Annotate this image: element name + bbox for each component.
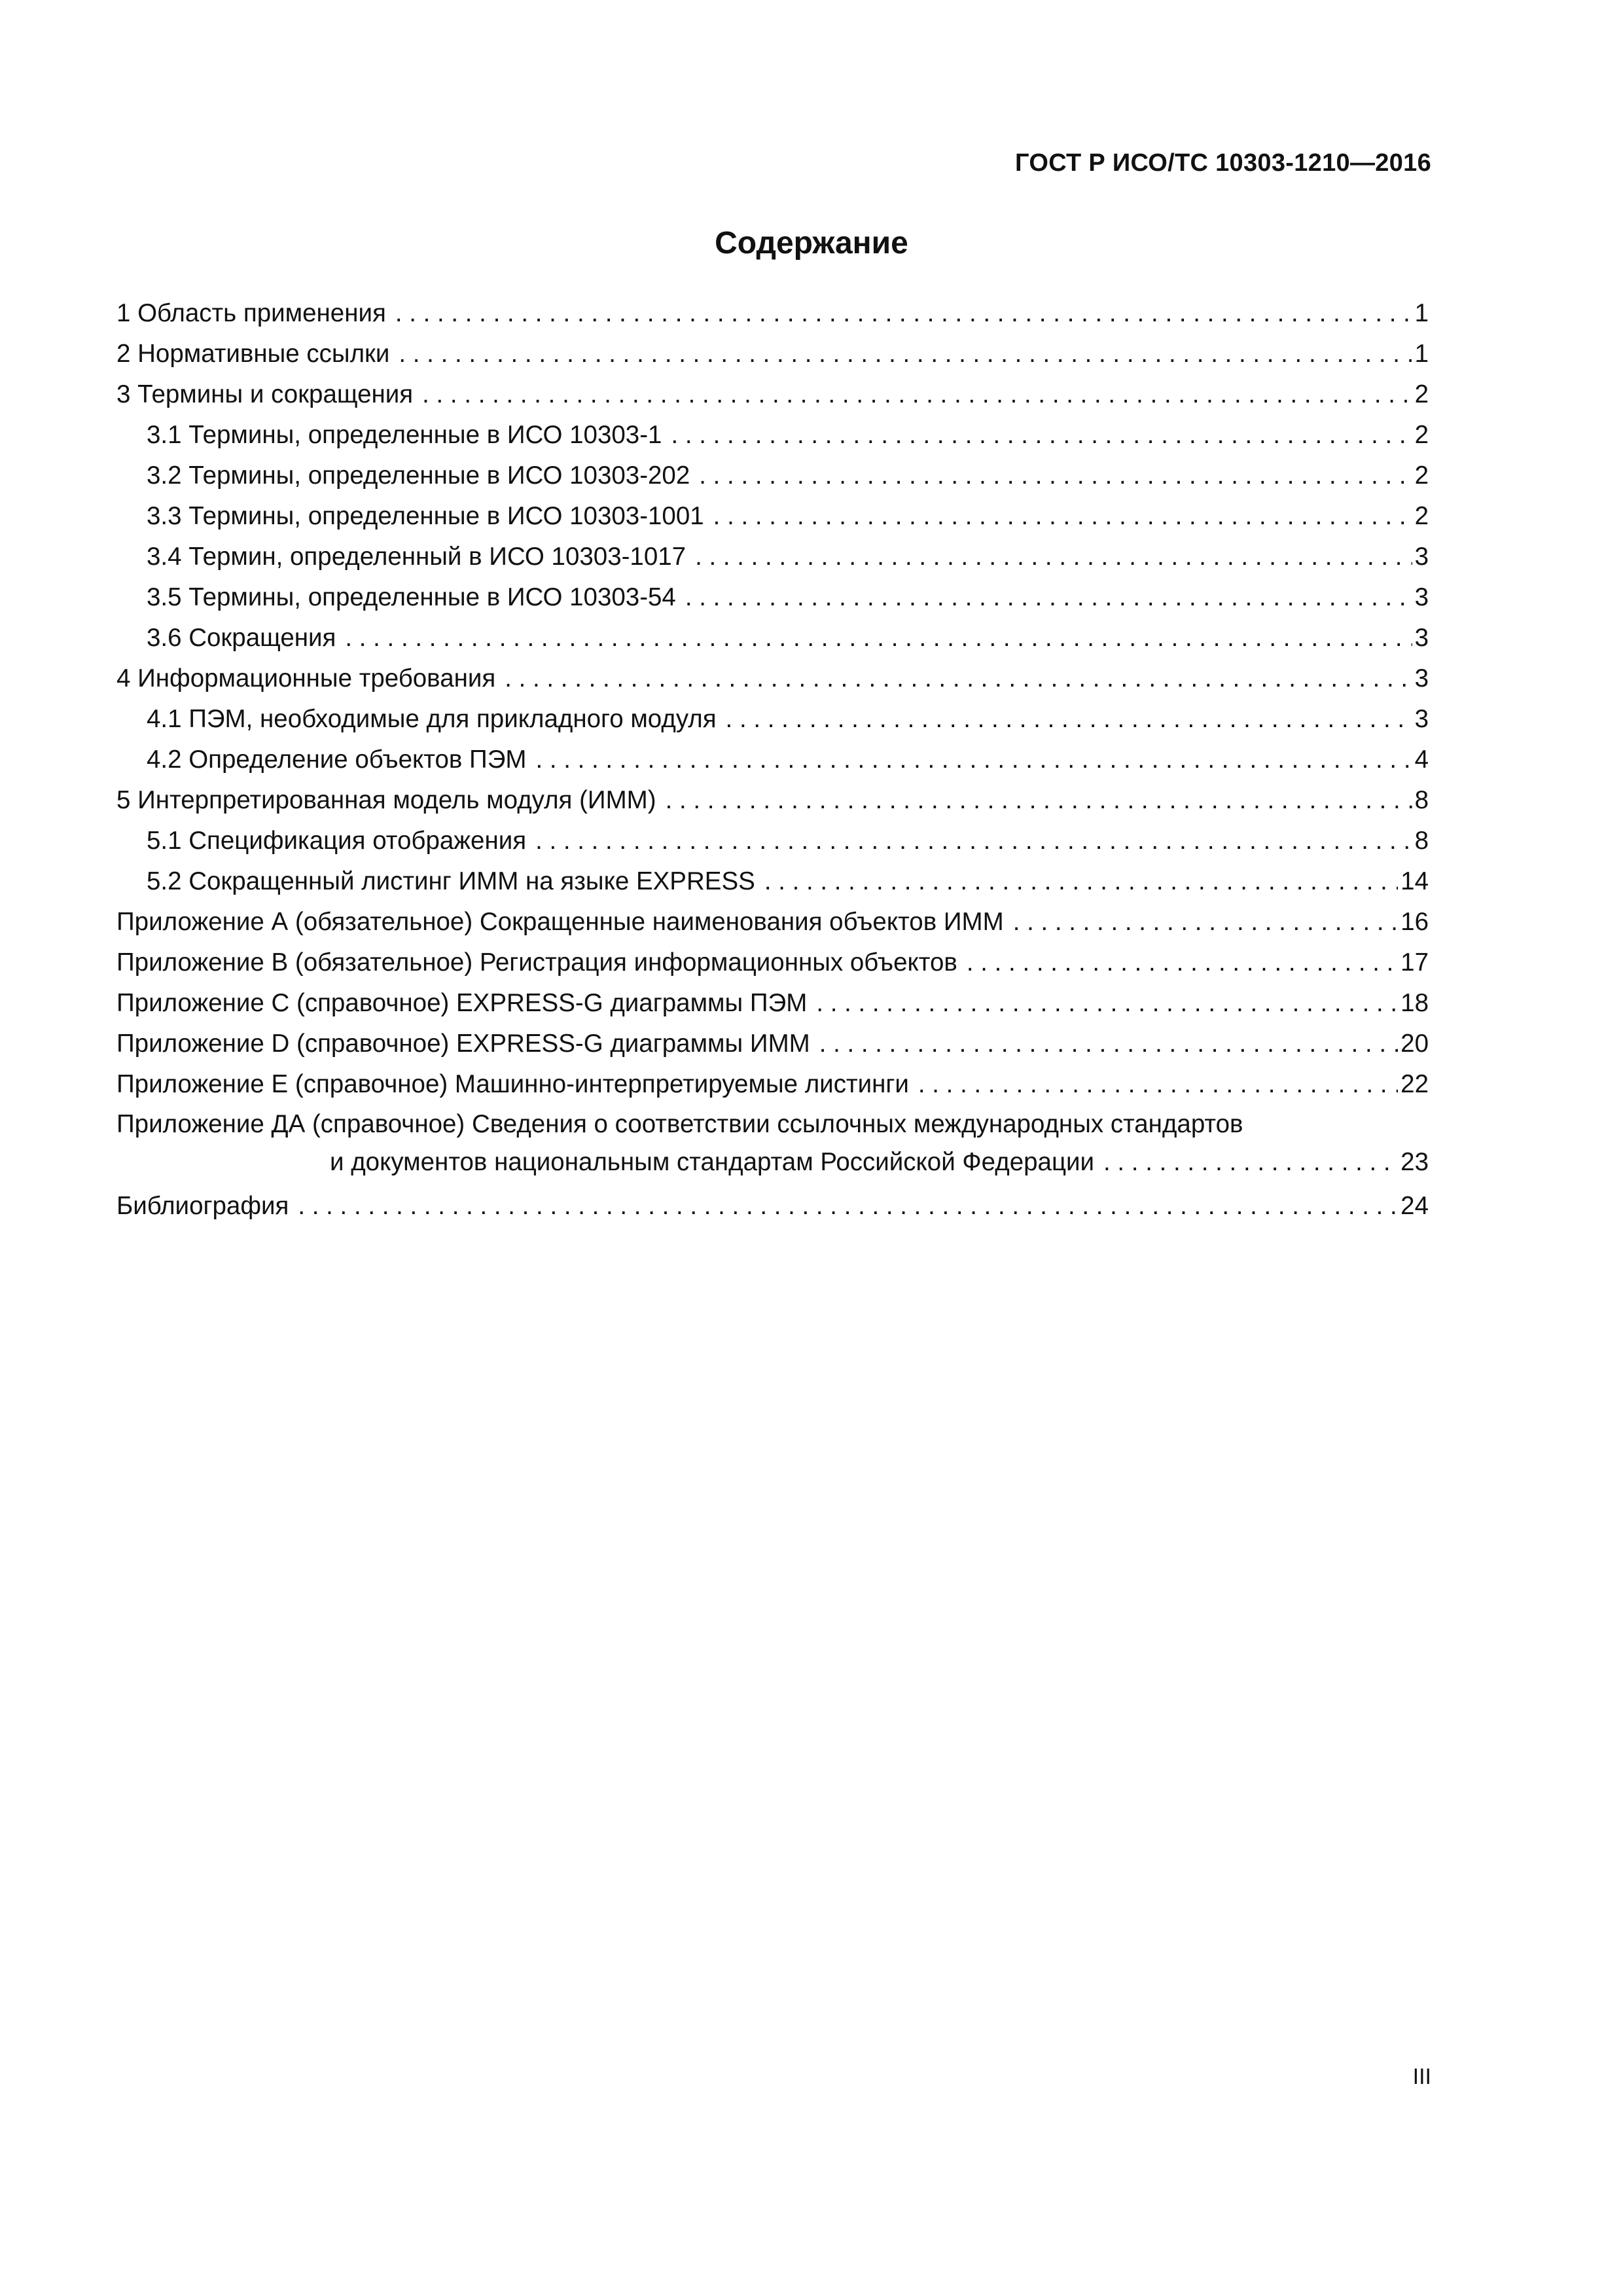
toc-entry[interactable] — [116, 658, 1429, 699]
toc-entry-page: 22 — [1400, 1070, 1429, 1098]
toc-entry-page: 3 — [1414, 664, 1429, 692]
toc-entry-page: 3 — [1414, 543, 1429, 571]
toc-entry-label: 3.4 Термин, определенный в ИСО 10303-1017 — [147, 543, 687, 571]
dot-leader — [695, 537, 1412, 577]
toc-subentry[interactable] — [116, 740, 1429, 780]
toc-entry-page: 2 — [1414, 502, 1429, 530]
toc-entry-appendix[interactable] — [116, 1064, 1429, 1105]
dot-leader — [422, 374, 1412, 415]
toc-entry-label: 3.2 Термины, определенные в ИСО 10303-202 — [147, 461, 690, 490]
toc-entry-label: Приложение В (обязательное) Регистрация информационных объектов — [116, 948, 957, 977]
toc-entry-label: Приложение D (справочное) EXPRESS-G диаграммы ИММ — [116, 1030, 810, 1058]
toc-entry-page: 2 — [1414, 461, 1429, 490]
dot-leader — [816, 983, 1398, 1024]
toc-entry-label: Библиография — [116, 1192, 289, 1220]
toc-entry-label: Приложение А (обязательное) Сокращенные наименования объектов ИММ — [116, 908, 1004, 936]
toc-entry-label: Приложение С (справочное) EXPRESS-G диаграммы ПЭМ — [116, 989, 808, 1017]
toc-entry-page: 1 — [1414, 340, 1429, 368]
toc-entry-page: 24 — [1400, 1192, 1429, 1220]
toc-entry-label: 5 Интерпретированная модель модуля (ИММ) — [116, 786, 656, 814]
toc-entry-page: 23 — [1400, 1148, 1429, 1176]
toc-entry-page: 17 — [1400, 948, 1429, 977]
dot-leader — [713, 496, 1412, 537]
toc-entry-label-continued: и документов национальным стандартам Российской Федерации — [330, 1148, 1095, 1176]
toc-entry-page: 4 — [1414, 745, 1429, 774]
document-code: ГОСТ Р ИСО/ТС 10303-1210—2016 — [1015, 149, 1431, 177]
toc-subentry[interactable] — [116, 496, 1429, 537]
dot-leader — [819, 1024, 1398, 1064]
toc-entry-page: 18 — [1400, 989, 1429, 1017]
toc-subentry[interactable] — [116, 537, 1429, 577]
dot-leader — [967, 942, 1398, 983]
toc-entry-appendix[interactable] — [116, 983, 1429, 1024]
toc-entry[interactable] — [116, 780, 1429, 821]
toc-entry-label: 1 Область применения — [116, 299, 386, 327]
toc-entry-appendix[interactable] — [116, 902, 1429, 942]
dot-leader — [505, 658, 1412, 699]
toc-subentry[interactable] — [116, 699, 1429, 740]
toc-title: Содержание — [715, 226, 908, 260]
toc-entry-label: 3.5 Термины, определенные в ИСО 10303-54 — [147, 583, 676, 611]
toc-subentry[interactable] — [116, 861, 1429, 902]
toc-entry-page: 8 — [1414, 786, 1429, 814]
dot-leader — [535, 740, 1412, 780]
toc-entry-label: 4.1 ПЭМ, необходимые для прикладного модуля — [147, 705, 717, 733]
toc-entry-label: 3.6 Сокращения — [147, 624, 336, 652]
toc-subentry[interactable] — [116, 618, 1429, 658]
dot-leader — [685, 577, 1412, 618]
dot-leader — [298, 1186, 1398, 1227]
toc-entry-page: 20 — [1400, 1030, 1429, 1058]
dot-leader — [726, 699, 1412, 740]
toc-entry[interactable] — [116, 334, 1429, 374]
toc-entry-label: 2 Нормативные ссылки — [116, 340, 390, 368]
dot-leader — [764, 861, 1398, 902]
toc-entry-label: 4 Информационные требования — [116, 664, 496, 692]
dot-leader — [1103, 1145, 1398, 1179]
toc-entry-label: 3.1 Термины, определенные в ИСО 10303-1 — [147, 421, 662, 449]
dot-leader — [395, 293, 1412, 334]
toc-entry-label: Приложение Е (справочное) Машинно-интерпретируемые листинги — [116, 1070, 909, 1098]
toc-entry-page: 3 — [1414, 705, 1429, 733]
toc-entry-page: 1 — [1414, 299, 1429, 327]
toc-subentry[interactable] — [116, 415, 1429, 456]
dot-leader — [671, 415, 1412, 456]
dot-leader — [345, 618, 1412, 658]
toc-entry-label: 3.3 Термины, определенные в ИСО 10303-1001 — [147, 502, 704, 530]
toc-entry-label: 5.1 Спецификация отображения — [147, 827, 527, 855]
toc-entry-page: 2 — [1414, 380, 1429, 408]
toc-entry-page: 2 — [1414, 421, 1429, 449]
toc-entry-page: 3 — [1414, 624, 1429, 652]
toc-entry-label: 4.2 Определение объектов ПЭМ — [147, 745, 527, 774]
toc-entry-continuation — [116, 1145, 1429, 1186]
toc-entry-page: 14 — [1400, 867, 1429, 895]
table-of-contents — [116, 293, 1429, 1227]
toc-entry-label: Приложение ДА (справочное) Сведения о соответствии ссылочных международных стандартов — [116, 1110, 1243, 1138]
toc-entry-appendix[interactable] — [116, 1105, 1429, 1186]
toc-entry-page: 16 — [1400, 908, 1429, 936]
toc-entry[interactable] — [116, 374, 1429, 415]
toc-entry[interactable] — [116, 293, 1429, 334]
toc-entry[interactable] — [116, 1186, 1429, 1227]
toc-entry-page: 8 — [1414, 827, 1429, 855]
toc-entry-appendix[interactable] — [116, 942, 1429, 983]
dot-leader — [535, 821, 1412, 861]
toc-entry-label: 3 Термины и сокращения — [116, 380, 414, 408]
toc-entry-label: 5.2 Сокращенный листинг ИММ на языке EXPRESS — [147, 867, 755, 895]
toc-subentry[interactable] — [116, 577, 1429, 618]
page-number: III — [1412, 2064, 1431, 2089]
dot-leader — [918, 1064, 1398, 1105]
toc-subentry[interactable] — [116, 821, 1429, 861]
dot-leader — [666, 780, 1412, 821]
toc-subentry[interactable] — [116, 456, 1429, 496]
dot-leader — [699, 456, 1412, 496]
dot-leader — [399, 334, 1412, 374]
toc-entry-page: 3 — [1414, 583, 1429, 611]
dot-leader — [1013, 902, 1398, 942]
toc-entry-appendix[interactable] — [116, 1024, 1429, 1064]
